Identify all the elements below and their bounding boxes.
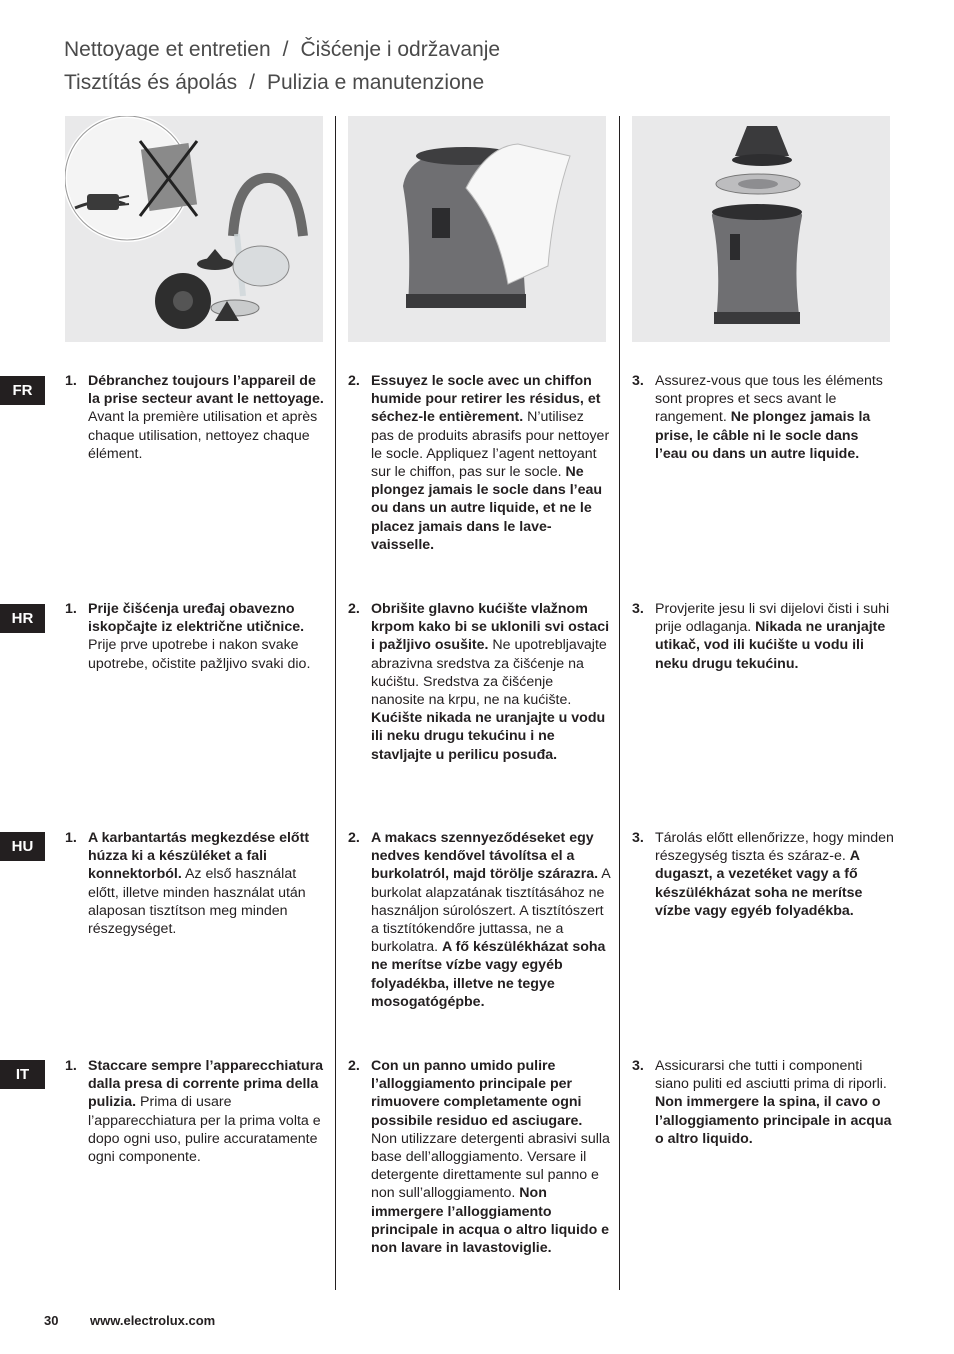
lang-tab-fr: FR <box>0 376 45 405</box>
hu-step-2: 2. A makacs szennyeződéseket egy nedves kendővel távolítsa el a burkolatról, majd törölje szárazra. A burkolat alapzatának tisztításához ne használjon súrolószert. A tisztítószert a tisztítókendőre juttassa, ne a burkolatra. A fő készülékházat soha ne merítse vízbe vagy egyéb folyadékba, illetve ne tegye mosogatógépbe. <box>348 830 610 1010</box>
it-step-3: 3. Assicurarsi che tutti i componenti siano puliti ed asciutti prima di riporli. Non immergere la spina, il cavo o l’alloggiamento principale in acqua o altro liquido. <box>632 1058 892 1147</box>
step-number: 3. <box>632 601 644 617</box>
step-number: 1. <box>65 830 77 846</box>
unplug-wash-drawing <box>65 116 323 342</box>
step-number: 2. <box>348 830 360 846</box>
hu-step-3: 3. Tárolás előtt ellenőrizze, hogy minden részegység tiszta és száraz-e. A dugaszt, a vezetéket vagy a fő készülékházat soha ne merítse vízbe vagy egyéb folyadékba. <box>632 830 894 919</box>
hu-step-1: 1. A karbantartás megkezdése előtt húzza ki a készüléket a fali konnektorból. Az első használat előtt, illetve minden használat után alaposan tisztítson meg minden részegységet. <box>65 830 310 938</box>
hr-step-1: 1. Prije čišćenja uređaj obavezno iskopčajte iz električne utičnice. Prije prve upotrebe i nakon svake upotrebe, očistite pažljivo svaki dio. <box>65 601 311 672</box>
it-step-1: 1. Staccare sempre l’apparecchiatura dalla presa di corrente prima della pulizia. Prima di usare l’apparecchiatura per la prima volta e dopo ogni uso, pulire accuratamente ogni componente. <box>65 1058 324 1166</box>
hr-step-2: 2. Obrišite glavno kućište vlažnom krpom kako bi se uklonili svi ostaci i pažljivo osušite. Ne upotrebljavajte abrazivna sredstva za čišćenje na kućištu. Sredstva za čišćenje nanosite na krpu, ne na kućište. Kućište nikada ne uranjajte u vodu ili neku drugu tekućinu i ne stavljajte u perilicu posuđa. <box>348 601 610 763</box>
illustration-wipe-base <box>348 116 606 342</box>
title-fr: Nettoyage et entretien <box>64 38 271 61</box>
fr-step-2: 2. Essuyez le socle avec un chiffon humide pour retirer les résidus, et séchez-le entièrement. N’utilisez pas de produits abrasifs pour nettoyer le socle. Appliquez l’agent nettoyant sur le chiffon, pas sur le socle. Ne plongez jamais le socle dans l’eau ou dans un autre liquide, et ne le placez jamais dans le lave-vaisselle. <box>348 373 610 553</box>
step-number: 3. <box>632 373 644 389</box>
title-it: Pulizia e manutenzione <box>266 71 485 94</box>
wipe-base-drawing <box>348 116 606 342</box>
title-separator: / <box>282 38 289 61</box>
step-number: 3. <box>632 830 644 846</box>
footer-url: www.electrolux.com <box>90 1313 216 1328</box>
step-number: 1. <box>65 601 77 617</box>
step-number: 3. <box>632 1058 644 1074</box>
step-number: 2. <box>348 1058 360 1074</box>
fr-step-1: 1. Débranchez toujours l’appareil de la prise secteur avant le nettoyage. Avant la première utilisation et après chaque utilisation, nettoyez chaque élément. <box>65 373 324 462</box>
page-number: 30 <box>44 1313 59 1328</box>
lang-tab-hu: HU <box>0 832 45 861</box>
column-divider <box>619 116 620 1290</box>
column-divider <box>335 116 336 1290</box>
step-number: 1. <box>65 373 77 389</box>
illustration-unplug-and-wash <box>65 116 323 342</box>
lang-tab-hr: HR <box>0 604 45 633</box>
step-number: 1. <box>65 1058 77 1074</box>
step-number: 2. <box>348 373 360 389</box>
fr-step-3: 3. Assurez-vous que tous les éléments sont propres et secs avant le rangement. Ne plongez jamais la prise, le câble ni le socle dans l’eau ou dans un autre liquide. <box>632 373 883 462</box>
hr-step-3: 3. Provjerite jesu li svi dijelovi čisti i suhi prije odlaganja. Nikada ne uranjajte utikač, vod ili kućište u vodu ili neku drugu tekućinu. <box>632 601 890 672</box>
illustration-parts-assembly <box>632 116 890 342</box>
it-step-2: 2. Con un panno umido pulire l’alloggiamento principale per rimuovere completamente ogni possibile residuo ed asciugare. Non utilizzare detergenti abrasivi sulla base dell’alloggiamento. Versare il detergente direttamente sul panno e non sull’alloggiamento. Non immergere l’alloggiamento principale in acqua o altro liquido e non lavare in lavastoviglie. <box>348 1058 610 1257</box>
lang-tab-it: IT <box>0 1060 45 1089</box>
title-hr: Čišćenje i održavanje <box>300 38 501 61</box>
step-number: 2. <box>348 601 360 617</box>
title-hu: Tisztítás és ápolás <box>64 71 238 94</box>
page-title-line-1 <box>64 38 500 62</box>
parts-assembly-drawing <box>632 116 890 342</box>
title-separator: / <box>249 71 255 94</box>
page-title-line-2 <box>64 71 484 95</box>
